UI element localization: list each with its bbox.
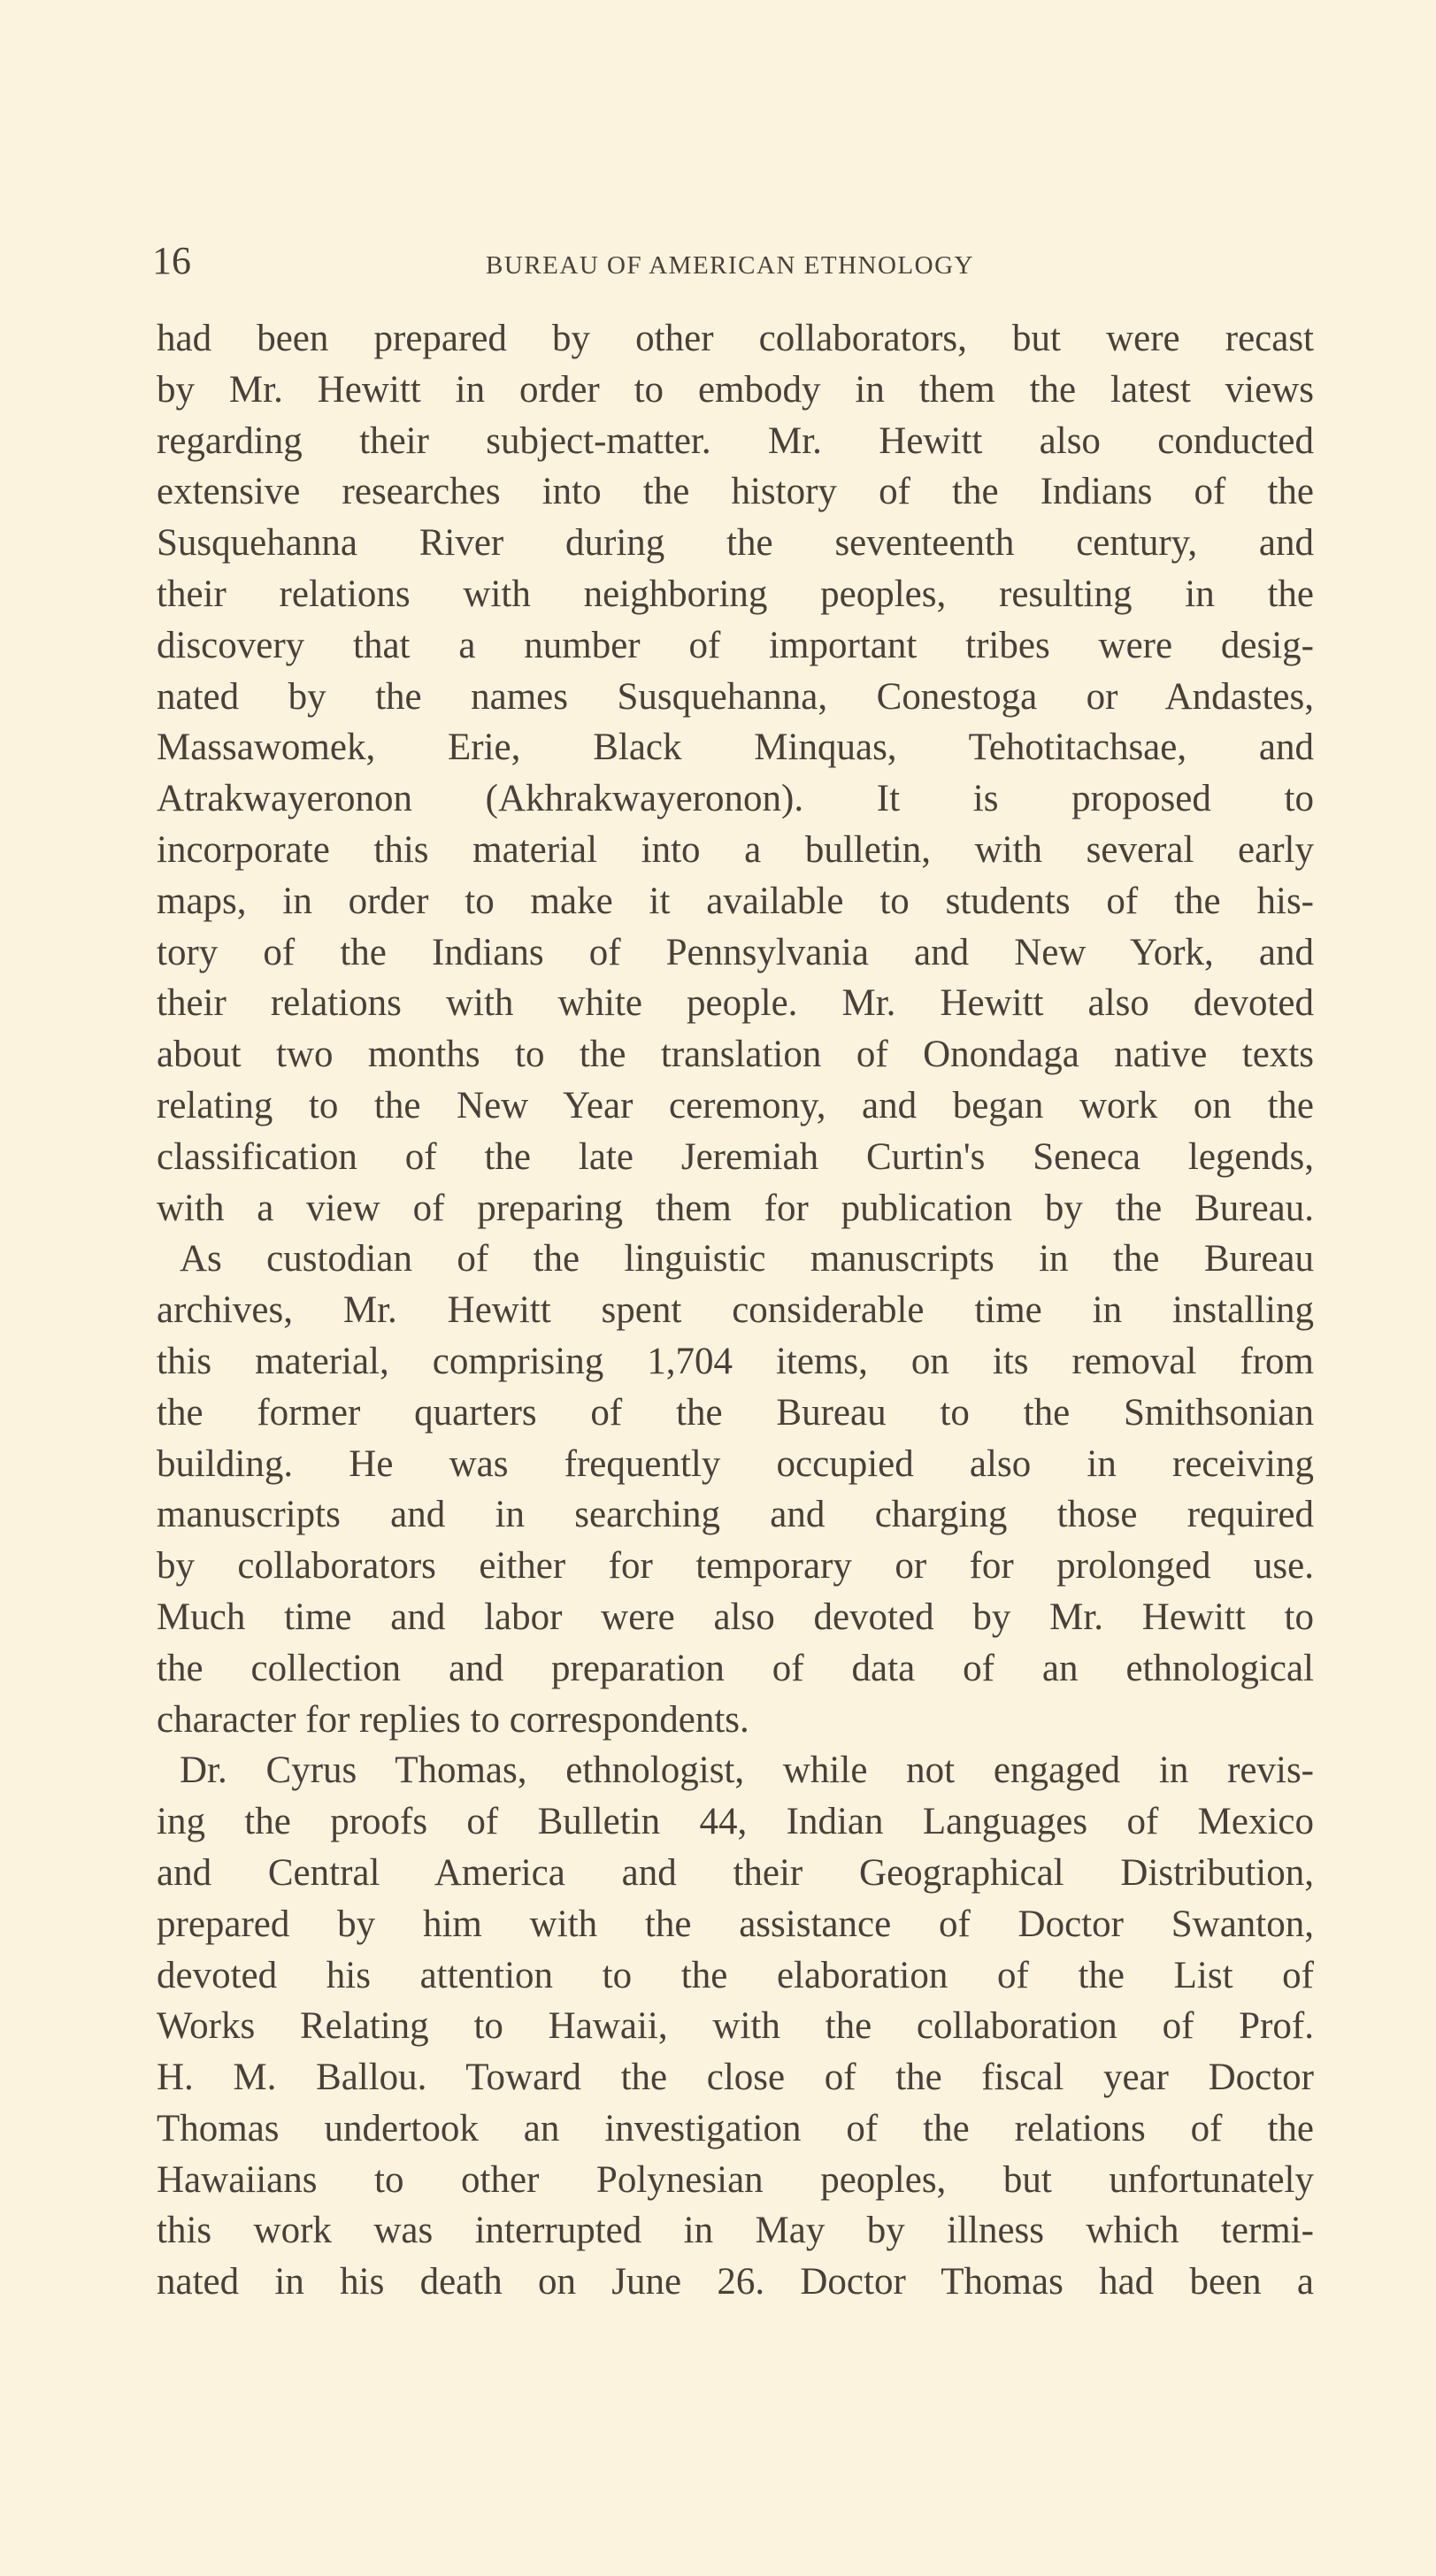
text-line: H. M. Ballou. Toward the close of the fiscal year Doctor [157, 2057, 1314, 2099]
text-line: this work was interrupted in May by illness which termi- [157, 2210, 1314, 2252]
text-line: nated in his death on June 26. Doctor Thomas had been a [157, 2261, 1314, 2303]
text-line: As custodian of the linguistic manuscripts in the Bureau [180, 1238, 1314, 1280]
text-line: devoted his attention to the elaboration of the List of [157, 1954, 1314, 1996]
text-line: Works Relating to Hawaii, with the collaboration of Prof. [157, 2005, 1314, 2048]
text-line: extensive researches into the history of the Indians of the [157, 471, 1314, 513]
text-line: relating to the New Year ceremony, and began work on the [157, 1084, 1314, 1127]
body-text [157, 313, 1314, 2308]
text-line: this material, comprising 1,704 items, on its removal from [157, 1340, 1314, 1382]
text-line: manuscripts and in searching and charging those required [157, 1494, 1314, 1536]
text-line: maps, in order to make it available to students of the his- [157, 880, 1314, 922]
text-line: Atrakwayeronon (Akhrakwayeronon). It is proposed to [157, 778, 1314, 820]
text-line: classification of the late Jeremiah Curtin's Seneca legends, [157, 1135, 1314, 1178]
text-line: Susquehanna River during the seventeenth century, and [157, 522, 1314, 565]
text-line: had been prepared by other collaborators, but were recast [157, 318, 1314, 359]
text-line: about two months to the translation of Onondaga native texts [157, 1034, 1314, 1076]
text-line: nated by the names Susquehanna, Conestoga or Andastes, [157, 675, 1314, 718]
text-line: regarding their subject-matter. Mr. Hewitt also conducted [157, 419, 1314, 462]
text-line: Dr. Cyrus Thomas, ethnologist, while not engaged in revis- [180, 1749, 1314, 1792]
text-line: prepared by him with the assistance of Doctor Swanton, [157, 1903, 1314, 1945]
text-line: Thomas undertook an investigation of the relations of the [157, 2107, 1314, 2149]
text-line: ing the proofs of Bulletin 44, Indian Languages of Mexico [157, 1801, 1314, 1843]
text-line: building. He was frequently occupied also in receiving [157, 1442, 1314, 1485]
text-line: and Central America and their Geographical Distribution, [157, 1851, 1314, 1894]
text-line: character for replies to correspondents. [157, 1698, 749, 1741]
text-line: incorporate this material into a bulletin, with several early [157, 828, 1314, 871]
page-number: 16 [152, 239, 191, 282]
text-line: their relations with neighboring peoples, resulting in the [157, 573, 1314, 615]
text-line: archives, Mr. Hewitt spent considerable time in installing [157, 1289, 1314, 1332]
running-head-title: BUREAU OF AMERICAN ETHNOLOGY [486, 251, 974, 280]
text-line: Massawomek, Erie, Black Minquas, Tehotitachsae, and [157, 727, 1314, 769]
text-line: their relations with white people. Mr. Hewitt also devoted [157, 982, 1314, 1025]
text-line: the former quarters of the Bureau to the Smithsonian [157, 1391, 1314, 1434]
text-line: with a view of preparing them for publication by the Bureau. [157, 1187, 1314, 1229]
text-line: discovery that a number of important tribes were desig- [157, 624, 1314, 666]
text-line: by collaborators either for temporary or for prolonged use. [157, 1545, 1314, 1588]
text-line: Much time and labor were also devoted by Mr. Hewitt to [157, 1596, 1314, 1638]
text-line: by Mr. Hewitt in order to embody in them the latest views [157, 368, 1314, 411]
text-line: tory of the Indians of Pennsylvania and New York, and [157, 931, 1314, 973]
text-line: the collection and preparation of data of an ethnological [157, 1647, 1314, 1689]
text-line: Hawaiians to other Polynesian peoples, but unfortunately [157, 2158, 1314, 2201]
